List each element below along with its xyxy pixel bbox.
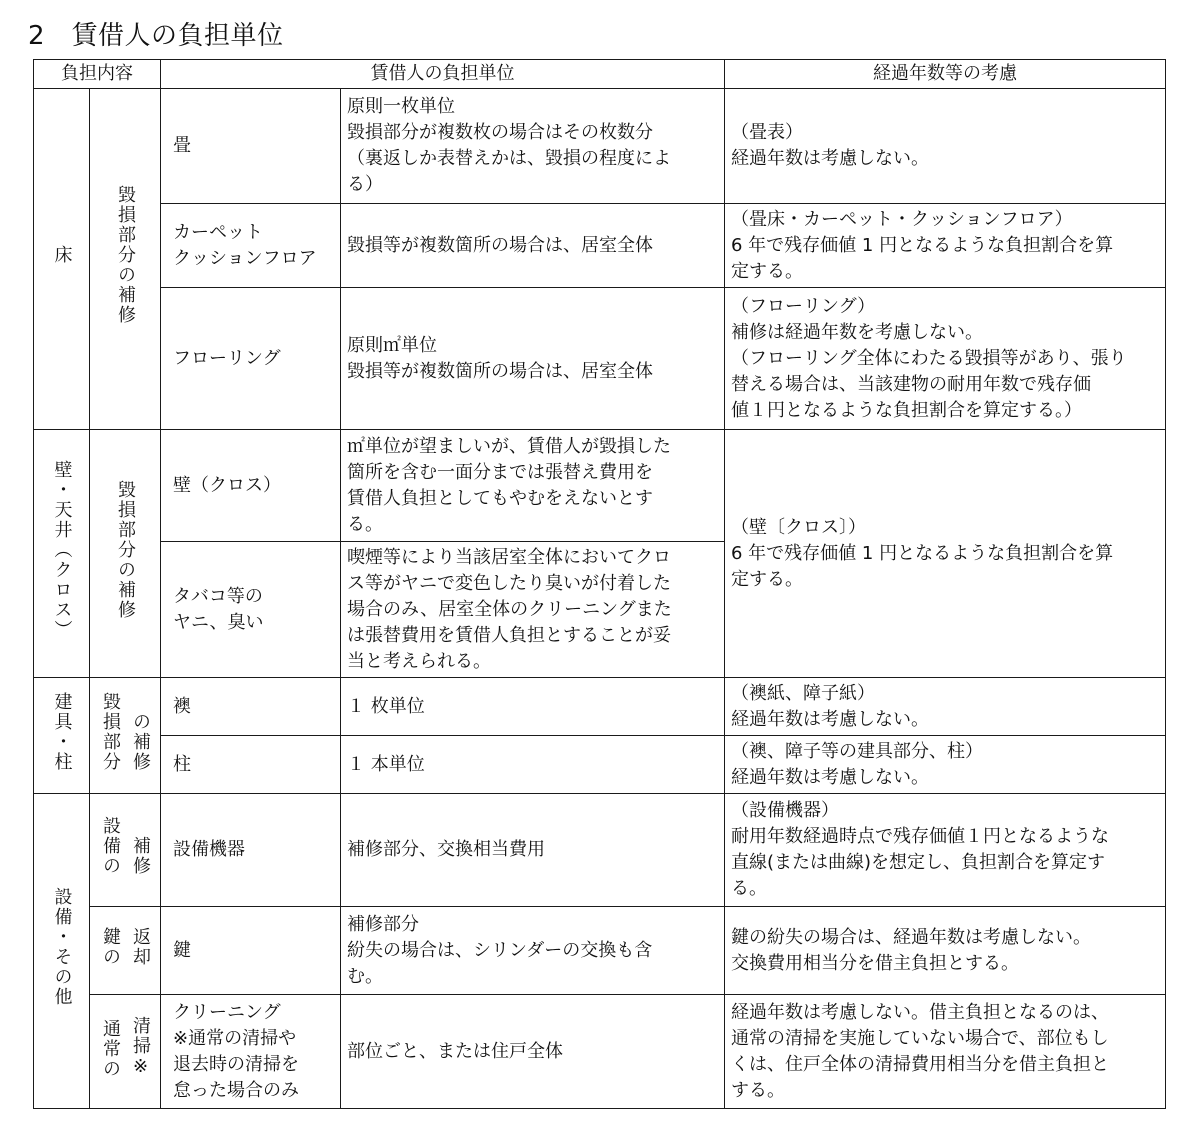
- table-row: [34, 89, 1166, 204]
- item-cell: タバコ等の ヤニ、臭い: [161, 542, 341, 678]
- item-cell: 柱: [161, 736, 341, 794]
- item-cell: カーペット クッションフロア: [161, 204, 341, 288]
- unit-cell: １ 本単位: [341, 736, 725, 794]
- consideration-cell: 鍵の紛失の場合は、経過年数は考慮しない。 交換費用相当分を借主負担とする。: [725, 907, 1166, 995]
- burden-unit-table: [33, 59, 1166, 1109]
- header-consideration: 経過年数等の考慮: [725, 60, 1166, 89]
- subcategory-wall: 毀損部分の補修: [90, 430, 161, 678]
- consideration-cell: （襖、障子等の建具部分、柱） 経過年数は考慮しない。: [725, 736, 1166, 794]
- unit-cell: ㎡単位が望ましいが、賃借人が毀損した 箇所を含む一面分までは張替え費用を 賃借人負担としてもやむをえないとす る。: [341, 430, 725, 542]
- item-cell: 鍵: [161, 907, 341, 995]
- subcategory-key-return: 鍵の 返却: [90, 907, 161, 995]
- item-cell: 設備機器: [161, 794, 341, 907]
- consideration-cell: 経過年数は考慮しない。借主負担となるのは、 通常の清掃を実施していない場合で、部位もし くは、住戸全体の清掃費用相当分を借主負担と する。: [725, 995, 1166, 1109]
- category-floor: 床: [34, 89, 90, 430]
- unit-cell: 補修部分、交換相当費用: [341, 794, 725, 907]
- subcategory-fittings: 毀損部分 の補修: [90, 678, 161, 794]
- item-cell: 畳: [161, 89, 341, 204]
- item-cell: 襖: [161, 678, 341, 736]
- unit-cell: 毀損等が複数箇所の場合は、居室全体: [341, 204, 725, 288]
- unit-cell: 原則㎡単位 毀損等が複数箇所の場合は、居室全体: [341, 288, 725, 430]
- consideration-cell: （畳表） 経過年数は考慮しない。: [725, 89, 1166, 204]
- consideration-cell: （畳床・カーペット・クッションフロア） 6 年で残存価値 1 円となるような負担割合を算 定する。: [725, 204, 1166, 288]
- item-cell: クリーニング ※通常の清掃や 退去時の清掃を 怠った場合のみ: [161, 995, 341, 1109]
- category-fittings: 建具・柱: [34, 678, 90, 794]
- consideration-cell: （設備機器） 耐用年数経過時点で残存価値１円となるような 直線(または曲線)を想定し、負担割合を算定す る。: [725, 794, 1166, 907]
- consideration-cell: （壁〔クロス〕） 6 年で残存価値 1 円となるような負担割合を算 定する。: [725, 430, 1166, 678]
- table-row: [34, 907, 1166, 995]
- unit-cell: 喫煙等により当該居室全体においてクロ ス等がヤニで変色したり臭いが付着した 場合のみ、居室全体のクリーニングまた は張替費用を賃借人負担とすることが妥 当と考えられる。: [341, 542, 725, 678]
- table-row: [34, 678, 1166, 736]
- subcategory-cleaning: 通常の 清掃※: [90, 995, 161, 1109]
- header-content: 負担内容: [34, 60, 161, 89]
- category-wall: 壁・天井（クロス）: [34, 430, 90, 678]
- page-title: 2 賃借人の負担単位: [28, 21, 284, 51]
- header-unit: 賃借人の負担単位: [161, 60, 725, 89]
- unit-cell: 部位ごと、または住戸全体: [341, 995, 725, 1109]
- table-row: [34, 204, 1166, 288]
- item-cell: 壁（クロス）: [161, 430, 341, 542]
- unit-cell: １ 枚単位: [341, 678, 725, 736]
- table-row: [34, 736, 1166, 794]
- table-row: [34, 430, 1166, 542]
- unit-cell: 補修部分 紛失の場合は、シリンダーの交換も含 む。: [341, 907, 725, 995]
- unit-cell: 原則一枚単位 毀損部分が複数枚の場合はその枚数分 （裏返しか表替えかは、毀損の程度によ る）: [341, 89, 725, 204]
- table-row: [34, 995, 1166, 1109]
- consideration-cell: （フローリング） 補修は経過年数を考慮しない。 （フローリング全体にわたる毀損等があり、張り 替える場合は、当該建物の耐用年数で残存価 値１円となるような負担割合を算定する。）: [725, 288, 1166, 430]
- category-equipment: 設備・その他: [34, 794, 90, 1109]
- consideration-cell: （襖紙、障子紙） 経過年数は考慮しない。: [725, 678, 1166, 736]
- table-header-row: [34, 60, 1166, 89]
- item-cell: フローリング: [161, 288, 341, 430]
- table-row: [34, 288, 1166, 430]
- subcategory-equipment-repair: 設備の 補修: [90, 794, 161, 907]
- subcategory-floor: 毀損部分の補修: [90, 89, 161, 430]
- table-row: [34, 794, 1166, 907]
